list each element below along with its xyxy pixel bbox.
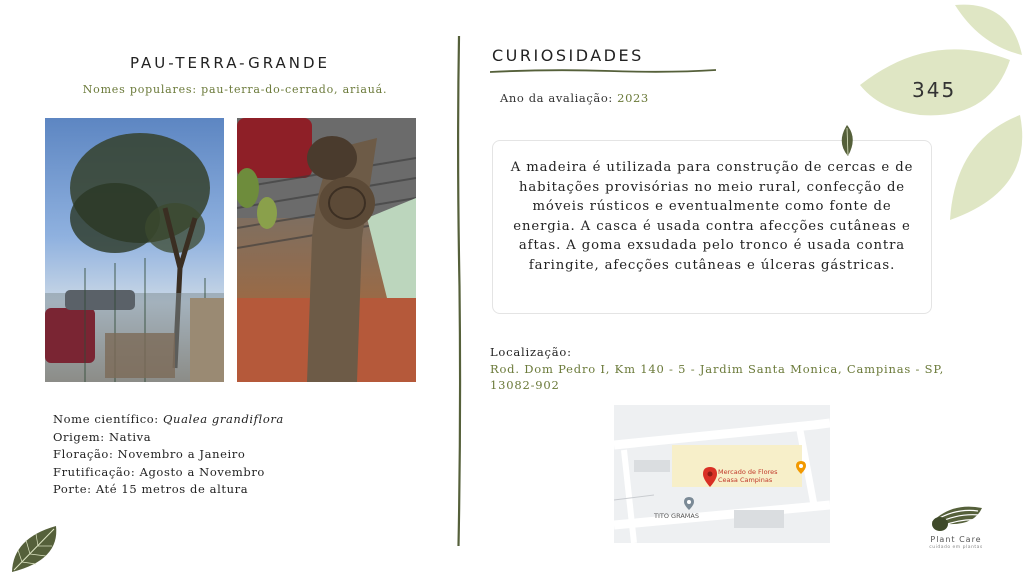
flowering: Floração: Novembro a Janeiro: [53, 447, 246, 461]
decorative-leaf-icon: [8, 520, 64, 576]
title-underline: [490, 68, 716, 74]
fruiting: Frutificação: Agosto a Novembro: [53, 464, 265, 479]
curiosities-text: A madeira é utilizada para construção de cercas e de habitações provisórias no meio rural, confecção de móveis rústicos e eventualmente como fonte de energia. A casca é usada contra afecções cutâneas e aftas. A goma exsudada pelo tronco é usada contra faringite, afecções cutâneas e úlceras gástricas.: [510, 160, 914, 273]
map-place-line2: Ceasa Campinas: [718, 476, 773, 484]
plant-number: 345: [912, 78, 957, 102]
curiosities-title: CURIOSIDADES: [492, 46, 644, 65]
logo-name: Plant Care: [930, 535, 982, 544]
map-place-name: [718, 468, 778, 484]
evaluation-year-value: 2023: [617, 91, 649, 105]
scientific-name-label: Nome científico:: [53, 412, 159, 426]
map-place-line1: Mercado de Flores: [718, 468, 778, 476]
map-street-label: TITO GRAMAS: [654, 512, 699, 520]
evaluation-year-label: Ano da avaliação:: [500, 91, 613, 105]
plant-name: PAU-TERRA-GRANDE: [129, 54, 331, 72]
popular-names-label: Nomes populares:: [82, 83, 197, 96]
origin: Origem: Nativa: [53, 429, 152, 444]
scientific-name: [53, 411, 284, 429]
tree-photo: [45, 118, 224, 382]
map-pin-icon[interactable]: [703, 467, 717, 487]
scientific-name-value: Qualea grandiflora: [163, 412, 284, 426]
plant-facts: [53, 411, 284, 499]
logo-tagline: cuidado em plantas: [929, 545, 983, 550]
leaf-icon: [836, 124, 858, 158]
popular-names: [0, 83, 470, 96]
location-map[interactable]: [614, 405, 830, 543]
location-label: Localização:: [490, 345, 572, 359]
trunk-photo: [237, 118, 416, 382]
popular-names-value: pau-terra-do-cerrado, ariauá.: [201, 83, 388, 96]
size: Porte: Até 15 metros de altura: [53, 482, 249, 496]
location-address: Rod. Dom Pedro I, Km 140 - 5 - Jardim Santa Monica, Campinas - SP, 13082-902: [490, 362, 945, 392]
evaluation-year: [500, 91, 649, 105]
vertical-divider: [454, 36, 464, 546]
street-pin-icon: [684, 497, 694, 510]
poi-pin-icon: [796, 461, 806, 474]
